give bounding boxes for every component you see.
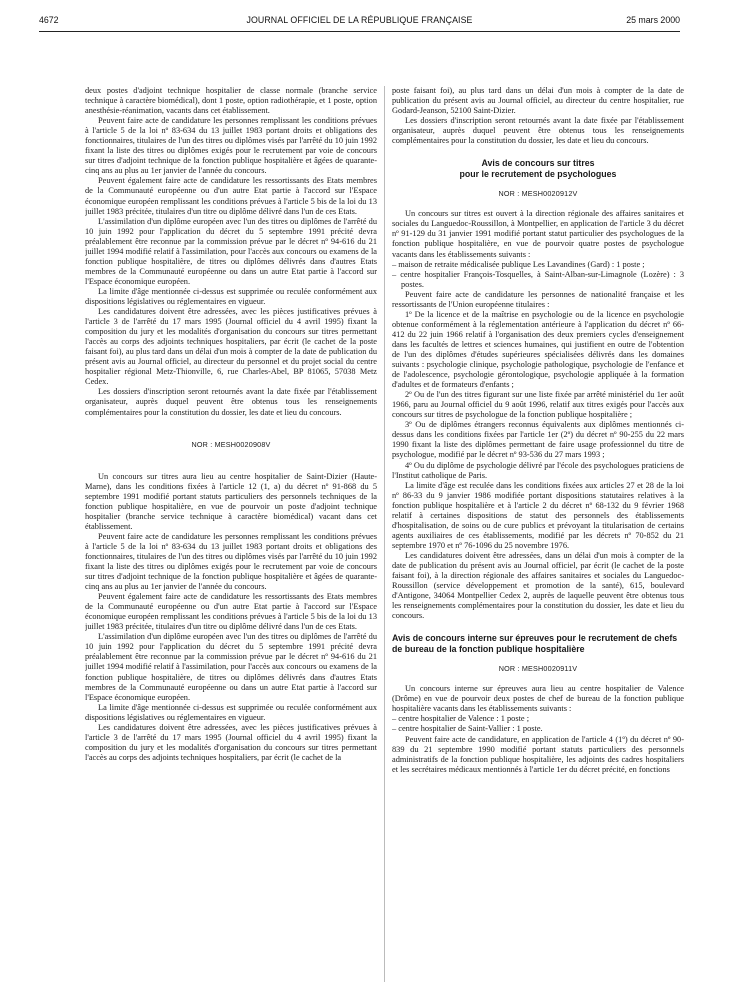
paragraph: Les dossiers d'inscription seront retournés avant la date fixée par l'établissement organisateur, auprès duquel peuvent être obtenus tous les renseignements complémentaires pour la constitution du dossier, les date et lieu du concours. [392, 116, 684, 146]
paragraph: Peuvent faire acte de candidature les personnes de nationalité française et les ressortissants de l'Union européenne titulaires : [392, 289, 684, 309]
list-item: – centre hospitalier François-Tosquelles, à Saint-Alban-sur-Limagnole (Lozère) : 3 postes. [392, 270, 684, 290]
issue-date: 25 mars 2000 [626, 15, 680, 25]
column-divider [384, 86, 385, 982]
paragraph: Peuvent faire acte de candidature les personnes remplissant les conditions prévues à l'article 5 de la loi nº 83-634 du 13 juillet 1983 portant droits et obligations des fonctionnaires, titulaires de l'un des titres ou diplômes visés par l'arrêté du 10 juin 1992 fixant la liste des titres ou diplômes exigés pour le recrutement par voie de concours sur titres d'adjoint technique de la fonction publique hospitalière et âgées de quarante-cinq ans au plus au 1er janvier de l'année du concours. [85, 531, 377, 592]
notice-title: Avis de concours interne sur épreuves pour le recrutement de chefs de bureau de la fonction publique hospitalière [392, 633, 678, 654]
notice-title-line: pour le recrutement de psychologues [459, 168, 617, 179]
paragraph: Peuvent également faire acte de candidature les ressortissants des Etats membres de la Communauté européenne ou d'un autre Etat partie à l'accord sur l'Espace économique européen remplissant les conditions prévues à l'article 5 bis de la loi du 13 juillet 1983 précitée, titulaires d'un titre ou diplôme délivré dans l'un de ces Etats. [85, 176, 377, 216]
paragraph: Un concours interne sur épreuves aura lieu au centre hospitalier de Valence (Drôme) en vue de pourvoir deux postes de chef de bureau de la fonction publique hospitalière vacants dans les établissements suivants : [392, 684, 684, 714]
header-rule [39, 31, 680, 32]
right-column [392, 86, 684, 986]
paragraph: Les candidatures doivent être adressées, dans un délai d'un mois à compter de la date de publication du présent avis au Journal officiel, par écrit (le cachet de la poste faisant foi), à la direction régionale des affaires sanitaires et sociales du Languedoc-Roussillon (service développement et promotion de la santé), 615, boulevard d'Antigone, 34064 Montpellier Cedex 2, auprès de laquelle peuvent être obtenus tous les renseignements complémentaires pour la constitution du dossier, les date et lieu du concours. [392, 550, 684, 621]
paragraph: Les candidatures doivent être adressées, avec les pièces justificatives prévues à l'article 3 de l'arrêté du 17 mars 1995 (Journal officiel du 4 avril 1995) fixant la composition du jury et les modalités d'organisation du concours sur titres permettant l'accès au corps des adjoints techniques hospitaliers, par écrit (le cachet de la poste faisant foi), au plus tard dans un délai d'un mois à compter de la date de publication du présent avis au Journal officiel, au directeur du personnel et du projet social du centre hospitalier régional Metz-Thionville, 6, rue Charles-Abel, BP 81065, 57038 Metz Cedex. [85, 307, 377, 387]
paragraph: La limite d'âge est reculée dans les conditions fixées aux articles 27 et 28 de la loi nº 86-33 du 9 janvier 1986 modifiée portant dispositions statutaires relatives à la fonction publique hospitalière et à l'article 2 du décret nº 68-132 du 9 février 1968 relatif à certaines dispositions de statut des personnels des établissements d'hospitalisation, de soins ou de cure publics et prévoyant la titularisation de certains agents auxiliaires de ces établissements, modifié par les décrets nº 70-852 du 21 septembre 1970 et nº 76-1096 du 25 novembre 1976. [392, 480, 684, 550]
paragraph: La limite d'âge mentionnée ci-dessus est supprimée ou reculée conformément aux dispositions législatives ou réglementaires en vigueur. [85, 286, 377, 306]
paragraph: Les dossiers d'inscription seront retournés avant la date fixée par l'établissement organisateur, auprès duquel peuvent être obtenus tous les renseignements complémentaires pour la constitution du dossier, les date et lieu du concours. [85, 387, 377, 417]
page-number: 4672 [39, 15, 59, 25]
notice-title [392, 158, 684, 179]
paragraph: 4º Ou du diplôme de psychologie délivré par l'école des psychologues praticiens de l'Institut catholique de Paris. [392, 460, 684, 480]
paragraph: Peuvent faire acte de candidature les personnes remplissant les conditions prévues à l'article 5 de la loi nº 83-634 du 13 juillet 1983 portant droits et obligations des fonctionnaires, titulaires de l'un des titres ou diplômes visés par l'arrêté du 10 juin 1992 fixant la liste des titres ou diplômes exigés pour le recrutement par voie de concours sur titres d'adjoint technique de la fonction publique hospitalière et âgées de quarante-cinq ans au plus au 1er janvier de l'année du concours. [85, 116, 377, 176]
paragraph: poste faisant foi), au plus tard dans un délai d'un mois à compter de la date de publication du présent avis au Journal officiel, au directeur du centre hospitalier, rue Godard-Jeanson, 52100 Saint-Dizier. [392, 86, 684, 116]
paragraph: deux postes d'adjoint technique hospitalier de classe normale (branche service technique à caractère biomédical), dont 1 poste, option radiothérapie, et 1 poste, option anesthésie-réanimation, vacants dans cet établissement. [85, 86, 377, 116]
nor-reference: NOR : MESH0020911V [498, 664, 578, 674]
list-item: – centre hospitalier de Valence : 1 poste ; [392, 714, 684, 724]
paragraph: 2º Ou de l'un des titres figurant sur une liste fixée par arrêté ministériel du 1er août 1966, paru au Journal officiel du 9 août 1996, relatif aux titres exigés pour l'accès aux concours sur titres de psychologue de la fonction publique hospitalière ; [392, 390, 684, 420]
journal-title: JOURNAL OFFICIEL DE LA RÉPUBLIQUE FRANÇAISE [246, 15, 473, 25]
paragraph: 1º De la licence et de la maîtrise en psychologie ou de la licence en psychologie obtenue conformément à la réglementation antérieure à l'application du décret nº 66-412 du 22 juin 1966 relatif à l'organisation des deux premiers cycles d'enseignement dans les facultés de lettres et sciences humaines, qui justifient en outre de l'obtention de l'un des diplômes d'études supérieures spécialisées délivrés dans les domaines suivants : psychologie clinique, psychologie pathologique, psychologie de l'enfance et de l'adolescence, psychologie gérontologique, psychologie appliquée à la formation d'adultes et de formateurs d'enfants ; [392, 309, 684, 390]
nor-reference: NOR : MESH0020912V [498, 189, 578, 199]
paragraph: L'assimilation d'un diplôme européen avec l'un des titres ou diplômes de l'arrêté du 10 juin 1992 pour l'application du décret du 5 septembre 1991 précité devra préalablement être reconnue par la commission prévue par le décret nº 94-616 du 21 juillet 1994 modifié relatif à l'assimilation, pour l'accès aux concours ou examens de la fonction publique hospitalière, de titres ou diplômes délivrés dans d'autres Etats membres de la Communauté européenne ou dans un autre Etat partie à l'accord sur l'Espace économique européen. [85, 216, 377, 286]
paragraph: Peuvent faire acte de candidature, en application de l'article 4 (1º) du décret nº 90-839 du 21 septembre 1990 modifié portant statuts particuliers des personnels administratifs de la fonction publique hospitalière, les adjoints des cadres hospitaliers et les secrétaires médicaux mentionnés à l'article 1er du décret précité, en fonctions [392, 734, 684, 774]
paragraph: Peuvent également faire acte de candidature les ressortissants des Etats membres de la Communauté européenne ou d'un autre Etat partie à l'accord sur l'Espace économique européen remplissant les conditions prévues à l'article 5 bis de la loi du 13 juillet 1983 précitée, titulaires d'un titre ou diplôme délivré dans l'un de ces Etats. [85, 592, 377, 632]
notice-title-line: Avis de concours sur titres [481, 158, 595, 169]
page-header [39, 15, 680, 29]
list-item: – centre hospitalier de Saint-Vallier : 1 poste. [392, 724, 684, 734]
paragraph: Un concours sur titres est ouvert à la direction régionale des affaires sanitaires et sociales du Languedoc-Roussillon, à Montpellier, en application de l'article 3 du décret nº 91-129 du 31 janvier 1991 modifié portant statut particulier des psychologues de la fonction publique hospitalière, en vue de pourvoir quatre postes de psychologue vacants dans les établissements suivants : [392, 209, 684, 259]
paragraph: 3º Ou de diplômes étrangers reconnus équivalents aux diplômes mentionnés ci-dessus dans les conditions fixées par l'article 1er (2º) du décret nº 90-255 du 22 mars 1990 fixant la liste des diplômes permettant de faire usage professionnel du titre de psychologue, modifié par le décret nº 93-536 du 27 mars 1993 ; [392, 420, 684, 460]
paragraph: La limite d'âge mentionnée ci-dessus est supprimée ou reculée conformément aux dispositions législatives ou réglementaires en vigueur. [85, 702, 377, 722]
nor-reference: NOR : MESH0020908V [191, 439, 271, 449]
paragraph: Un concours sur titres aura lieu au centre hospitalier de Saint-Dizier (Haute-Marne), dans les conditions fixées à l'article 12 (1, a) du décret nº 91-868 du 5 septembre 1991 modifié portant statuts particuliers des personnels techniques de la fonction publique hospitalière, en vue de pourvoir un poste d'adjoint technique hospitalier (branche service technique à caractère biomédical) vacant dans cet établissement. [85, 471, 377, 531]
list-item: – maison de retraite médicalisée publique Les Lavandines (Gard) : 1 poste ; [392, 260, 684, 270]
left-column [85, 86, 377, 986]
paragraph: L'assimilation d'un diplôme européen avec l'un des titres ou diplômes de l'arrêté du 10 juin 1992 pour l'application du décret du 5 septembre 1991 précité devra préalablement être reconnue par la commission prévue par le décret nº 94-616 du 21 juillet 1994 modifié relatif à l'assimilation, pour l'accès aux concours ou examens de la fonction publique hospitalière, de titres ou diplômes délivrés dans d'autres Etats membres de la Communauté européenne ou dans un autre Etat partie à l'accord sur l'Espace économique européen. [85, 632, 377, 702]
paragraph: Les candidatures doivent être adressées, avec les pièces justificatives prévues à l'article 3 de l'arrêté du 17 mars 1995 (Journal officiel du 4 avril 1995) fixant la composition du jury et les modalités d'organisation du concours sur titres permettant l'accès au corps des adjoints techniques hospitaliers, par écrit (le cachet de la [85, 722, 377, 762]
